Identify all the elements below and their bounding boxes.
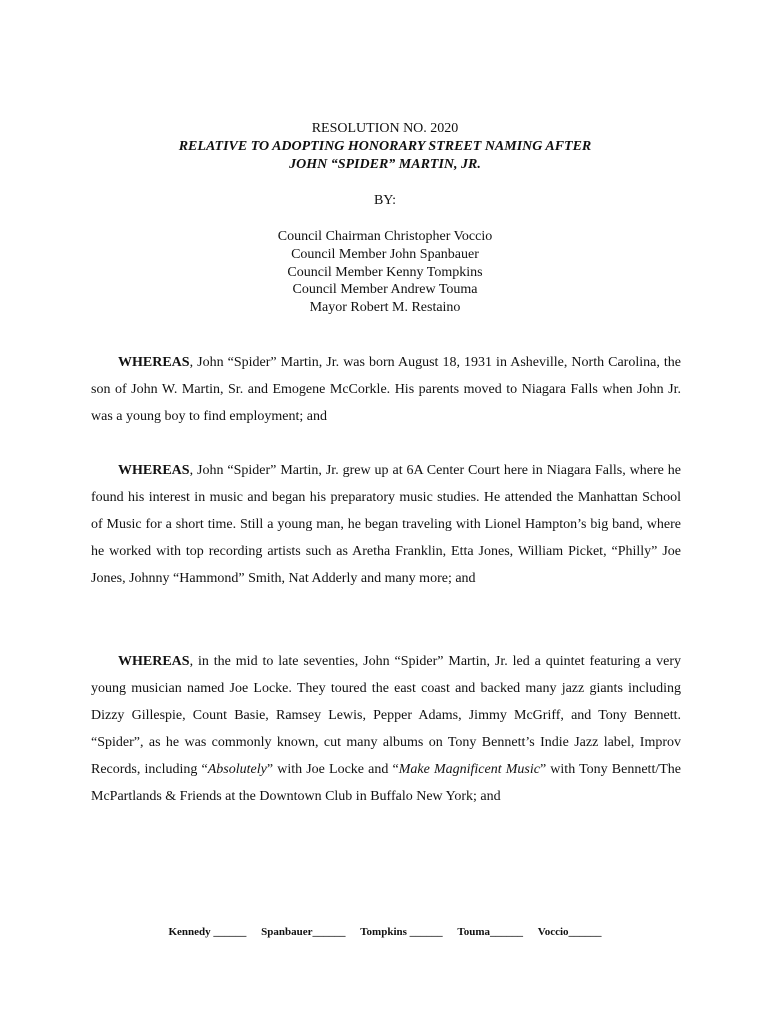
vote-tompkins: Tompkins ______ — [360, 926, 443, 938]
vote-footer — [0, 926, 770, 938]
sponsor-name: Mayor Robert M. Restaino — [309, 300, 461, 316]
resolution-title-line-1: RELATIVE TO ADOPTING HONORARY STREET NAMING AFTER — [178, 139, 592, 154]
vote-spanbauer: Spanbauer______ — [261, 926, 346, 938]
vote-voccio: Voccio______ — [537, 926, 602, 938]
vote-kennedy: Kennedy ______ — [168, 926, 247, 938]
paragraph-text: ” with Joe Locke and “ — [266, 762, 399, 777]
paragraph-text: , John “Spider” Martin, Jr. was born August 18, 1931 in Asheville, North Carolina, the son of John W. Martin, Sr. and Emogene McCorkle. His parents moved to Niagara Falls when John Jr. was a young boy to find employment; and — [91, 355, 681, 424]
paragraph-text: ” with Tony Bennett/The McPartlands & Friends at the Downtown Club in Buffalo New York; and — [91, 762, 681, 804]
sponsor-name: Council Chairman Christopher Voccio — [277, 229, 493, 244]
resolution-number: RESOLUTION NO. 2020 — [311, 121, 459, 136]
whereas-paragraph-1 — [91, 349, 681, 430]
whereas-paragraph-2 — [91, 457, 681, 592]
sponsor-name: Council Member Kenny Tompkins — [287, 264, 483, 280]
whereas-lead: WHEREAS — [118, 355, 190, 370]
album-title-absolutely: Absolutely — [207, 762, 267, 777]
sponsor-name: Council Member John Spanbauer — [291, 246, 479, 262]
whereas-paragraph-3 — [91, 648, 681, 810]
resolution-title-line-2: JOHN “SPIDER” MARTIN, JR. — [289, 157, 481, 172]
album-title-make-magnificent-music: Make Magnificent Music — [398, 762, 540, 777]
sponsor-name: Council Member Andrew Touma — [292, 282, 478, 298]
vote-touma: Touma______ — [457, 926, 524, 938]
sponsor-list — [0, 228, 770, 317]
whereas-lead: WHEREAS — [118, 654, 190, 669]
by-label: BY: — [373, 193, 397, 208]
paragraph-text: , John “Spider” Martin, Jr. grew up at 6A Center Court here in Niagara Falls, where he found his interest in music and began his preparatory music studies. He attended the Manhattan School of Music for a short time. Still a young man, he began traveling with Lionel Hampton’s big band, where he worked with top recording artists such as Aretha Franklin, Etta Jones, William Picket, “Philly” Joe Jones, Johnny “Hammond” Smith, Nat Adderly and many more; and — [91, 463, 681, 586]
paragraph-text: , in the mid to late seventies, John “Spider” Martin, Jr. led a quintet featuring a very young musician named Joe Locke. They toured the east coast and backed many jazz giants including Dizzy Gillespie, Count Basie, Ramsey Lewis, Pepper Adams, Jimmy McGriff, and Tony Bennett. “Spider”, as he was commonly known, cut many albums on Tony Bennett’s Indie Jazz label, Improv Records, including “ — [91, 654, 681, 777]
whereas-lead: WHEREAS — [118, 463, 190, 478]
